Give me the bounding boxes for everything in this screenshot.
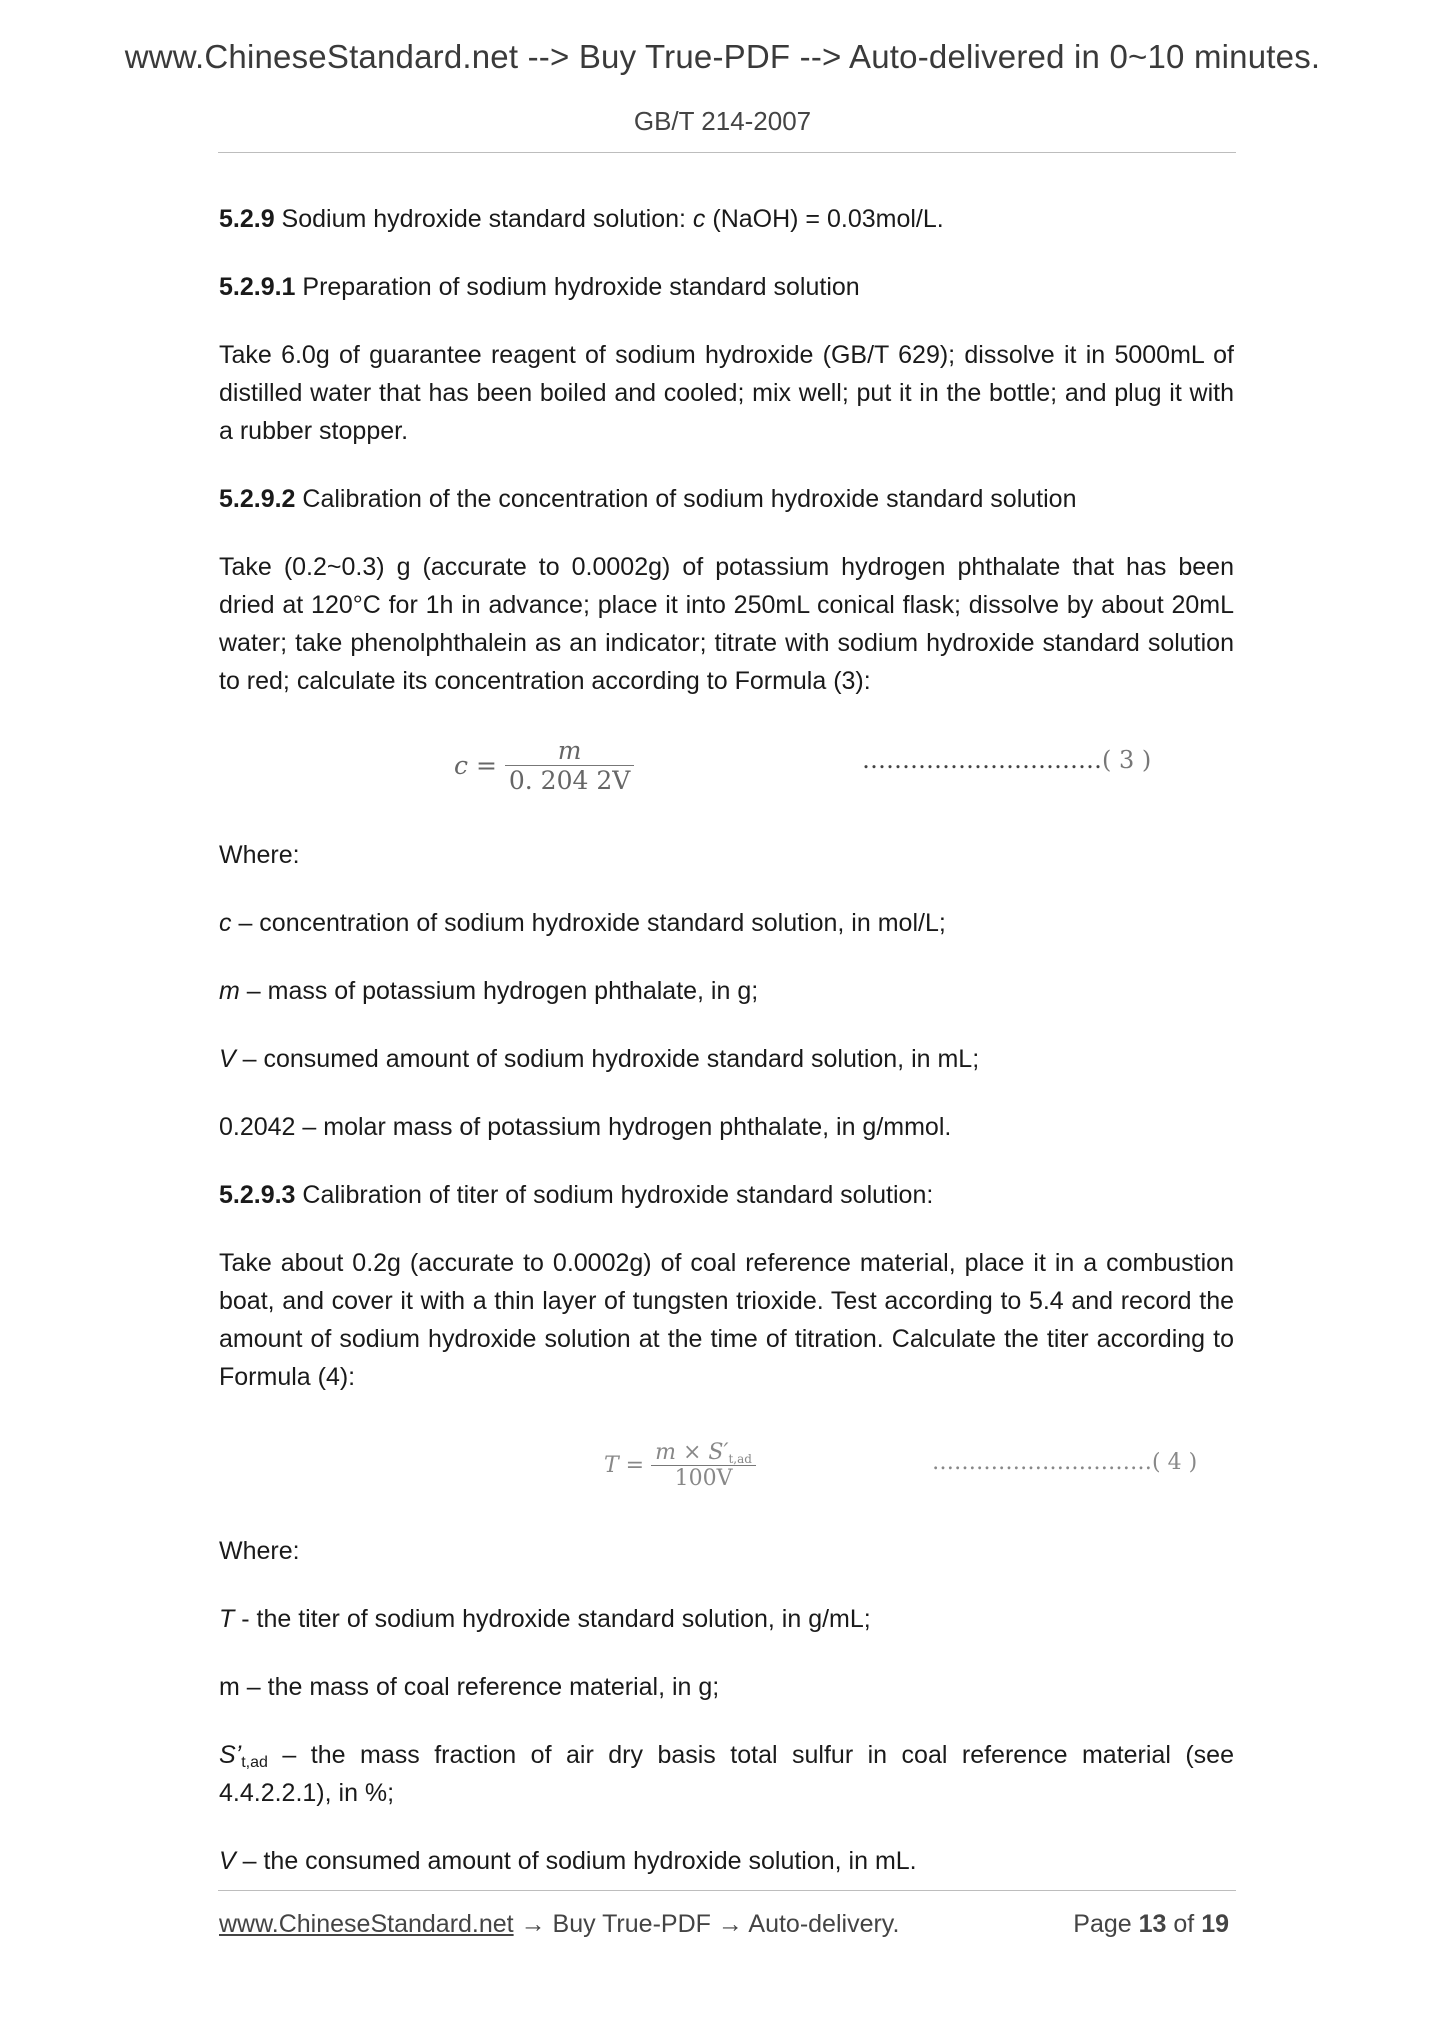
footer-tagline: → Buy True-PDF → Auto-delivery. xyxy=(513,1910,900,1938)
formula-3-leader: …………………………( 3 ) xyxy=(862,746,1152,774)
formula-4-leader: …………………………( 4 ) xyxy=(932,1450,1198,1475)
standard-number: GB/T 214-2007 xyxy=(633,106,812,136)
section-number: 5.2.9 xyxy=(219,205,275,233)
definition-m-coal: m – the mass of coal reference material, in g; xyxy=(219,1673,720,1701)
definition-V: V – consumed amount of sodium hydroxide standard solution, in mL; xyxy=(219,1045,980,1073)
definition-m: m – mass of potassium hydrogen phthalate, in g; xyxy=(219,977,759,1005)
section-5-2-9-2-heading: 5.2.9.2 Calibration of the concentration of sodium hydroxide standard solution xyxy=(219,485,1077,513)
where-label-2: Where: xyxy=(219,1537,300,1565)
definition-molar-mass: 0.2042 – molar mass of potassium hydrogen phthalate, in g/mmol. xyxy=(219,1113,952,1141)
paragraph-preparation: Take 6.0g of guarantee reagent of sodium hydroxide (GB/T 629); dissolve it in 5000mL of distilled water that has been boiled and cooled; mix well; put it in the bottle; and plug it with a rubber stopper. xyxy=(219,341,1234,445)
page-current: 13 xyxy=(1138,1910,1167,1938)
definition-c: c – concentration of sodium hydroxide standard solution, in mol/L; xyxy=(219,909,946,937)
header-banner: www.ChineseStandard.net --> Buy True-PDF --> Auto-delivered in 0~10 minutes. xyxy=(124,38,1321,75)
definition-T: T - the titer of sodium hydroxide standard solution, in g/mL; xyxy=(219,1605,871,1633)
section-5-2-9-heading: 5.2.9 Sodium hydroxide standard solution: c (NaOH) = 0.03mol/L. xyxy=(219,205,944,233)
formula-4: T = $\frac{m \times S'_{t,ad}}{100V}$ xyxy=(604,1440,756,1491)
page-total: 19 xyxy=(1201,1910,1229,1938)
paragraph-calibration-titer: Take about 0.2g (accurate to 0.0002g) of coal reference material, place it in a combustion boat, and cover it with a thin layer of tungsten trioxide. Test according to 5.4 and record the amount of sodium hydroxide solution at the time of titration. Calculate the titer according to Formula (4): xyxy=(219,1249,1234,1391)
formula-3-fraction: $\frac{m}{0. 204 2V}$ xyxy=(505,736,634,795)
section-number: 5.2.9.2 xyxy=(219,485,296,513)
header-divider xyxy=(218,152,1236,153)
where-label-1: Where: xyxy=(219,841,300,869)
formula-4-fraction: $\frac{m \times S'_{t,ad}}{100V}$ xyxy=(651,1440,756,1491)
definition-V-consumed: V – the consumed amount of sodium hydroxide solution, in mL. xyxy=(219,1847,917,1875)
footer-link[interactable]: www.ChineseStandard.net xyxy=(219,1910,514,1938)
section-number: 5.2.9.3 xyxy=(219,1181,296,1209)
formula-3: c = $\frac{m}{0. 204 2V}$ xyxy=(454,736,634,795)
section-5-2-9-1-heading: 5.2.9.1 Preparation of sodium hydroxide standard solution xyxy=(219,273,860,301)
section-number: 5.2.9.1 xyxy=(219,273,296,301)
definition-S: $S’_{t,ad}$ – the mass fraction of air dry basis total sulfur in coal reference material (see 4.4.2.2.1), in %; xyxy=(219,1741,1234,1807)
footer xyxy=(219,1910,1229,1939)
page-indicator: Page 13 of 19 xyxy=(1073,1910,1229,1938)
paragraph-calibration-concentration: Take (0.2~0.3) g (accurate to 0.0002g) of potassium hydrogen phthalate that has been dried at 120°C for 1h in advance; place it into 250mL conical flask; dissolve by about 20mL water; take phenolphthalein as an indicator; titrate with sodium hydroxide standard solution to red; calculate its concentration according to Formula (3): xyxy=(219,553,1234,695)
footer-divider xyxy=(218,1890,1236,1891)
section-5-2-9-3-heading: 5.2.9.3 Calibration of titer of sodium hydroxide standard solution: xyxy=(219,1181,934,1209)
